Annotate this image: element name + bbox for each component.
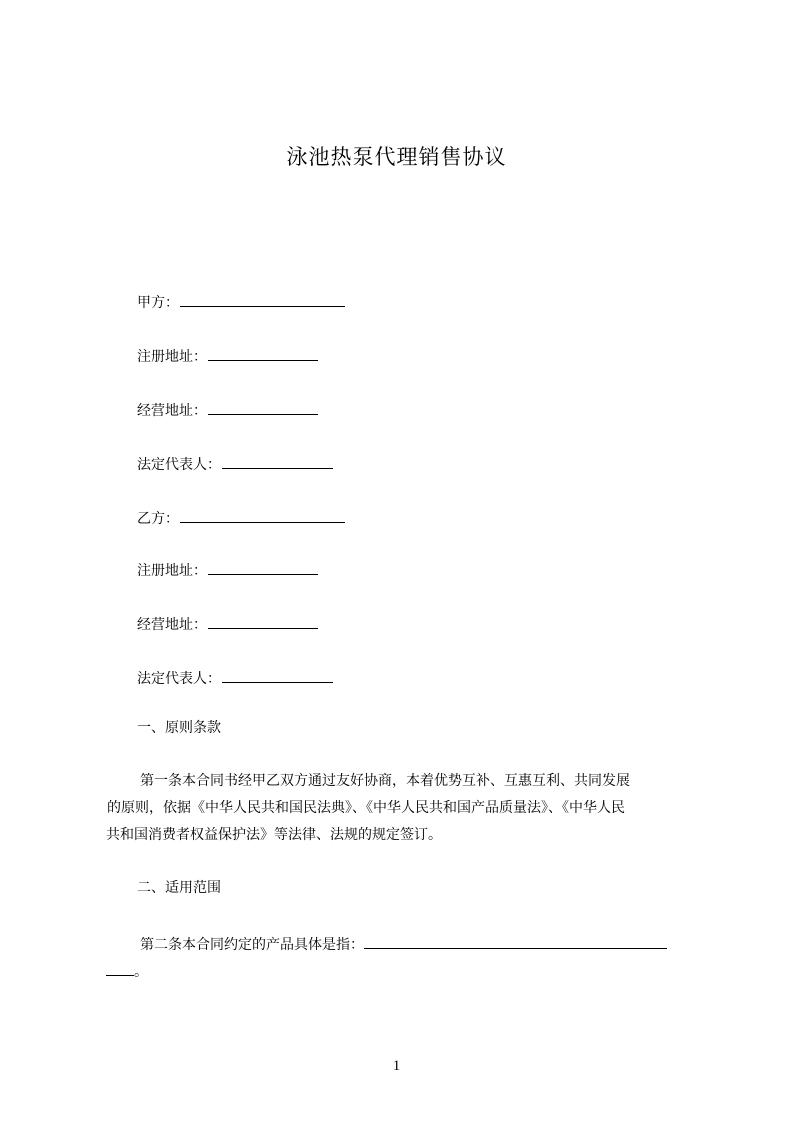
party-b-legal-rep-field: [137, 666, 333, 689]
party-a-legal-rep-field: [137, 452, 333, 475]
section-2-heading: 二、适用范围: [137, 880, 221, 896]
product-spec-blank-continued: [106, 959, 134, 976]
section-1-line-3: 共和国消费者权益保护法》等法律、法规的规定签订。: [106, 827, 442, 843]
page-number: 1: [392, 1058, 401, 1074]
party-b-legal-rep-blank: [222, 666, 333, 683]
product-spec-blank: [364, 932, 667, 949]
party-b-business-address-label: 经营地址：: [137, 617, 207, 633]
section-1-line-1: 第一条本合同书经甲乙双方通过友好协商，本着优势互补、互惠互利、共同发展: [140, 773, 630, 789]
party-a-business-address-blank: [208, 398, 318, 415]
party-b-name-blank: [180, 506, 345, 523]
party-b-registered-address-blank: [208, 558, 318, 575]
party-a-name-field: [137, 290, 345, 313]
section-2-line-2: [106, 959, 148, 982]
party-a-registered-address-blank: [208, 344, 318, 361]
section-2-line-2-end: 。: [134, 964, 148, 980]
party-b-registered-address-label: 注册地址：: [137, 563, 207, 579]
party-a-registered-address-field: [137, 344, 318, 367]
section-2-line-1: [140, 932, 667, 955]
party-a-legal-rep-label: 法定代表人：: [137, 457, 221, 473]
party-b-registered-address-field: [137, 558, 318, 581]
party-b-name-label: 乙方：: [137, 511, 179, 527]
party-b-business-address-field: [137, 612, 318, 635]
document-title: 泳池热泵代理销售协议: [286, 145, 507, 169]
party-a-business-address-field: [137, 398, 318, 421]
party-a-name-blank: [180, 290, 345, 307]
section-1-heading: 一、原则条款: [137, 720, 221, 736]
section-1-line-2: 的原则，依据《中华人民共和国民法典》、《中华人民共和国产品质量法》、《中华人民: [107, 800, 625, 816]
party-a-registered-address-label: 注册地址：: [137, 349, 207, 365]
party-b-name-field: [137, 506, 345, 529]
party-a-name-label: 甲方：: [137, 295, 179, 311]
party-b-legal-rep-label: 法定代表人：: [137, 671, 221, 687]
party-b-business-address-blank: [208, 612, 318, 629]
party-a-business-address-label: 经营地址：: [137, 403, 207, 419]
party-a-legal-rep-blank: [222, 452, 333, 469]
section-2-line-1-text: 第二条本合同约定的产品具体是指：: [140, 937, 364, 953]
